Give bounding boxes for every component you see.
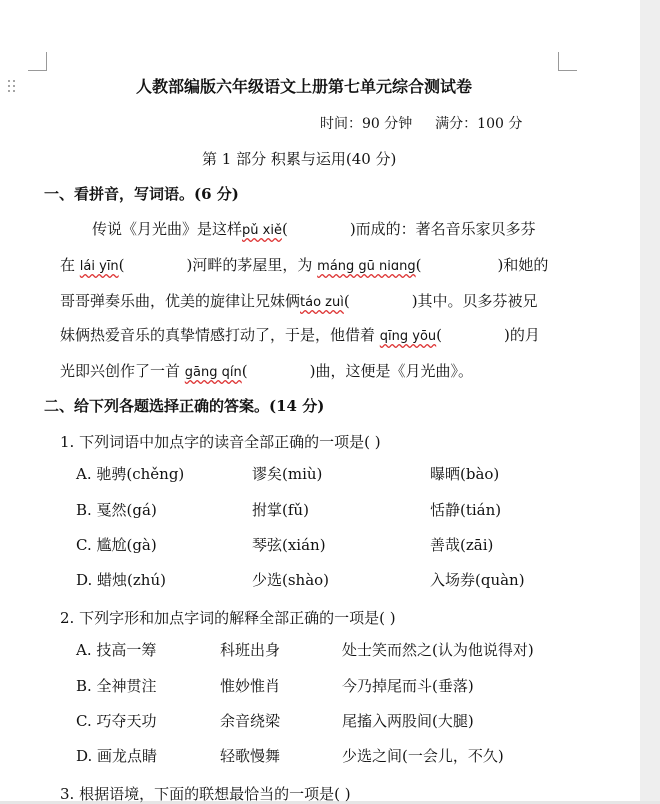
text: )和她的	[497, 256, 549, 274]
text: 在	[60, 256, 76, 274]
q1-option-d1[interactable]: D. 蜡烛(zhú)	[76, 571, 166, 589]
text: (	[118, 256, 125, 274]
q2-option-b2: 惟妙惟肖	[220, 677, 281, 695]
text: (	[436, 326, 443, 344]
time-label: 时间：90 分钟	[320, 116, 413, 132]
text: )其中。贝多芬被兄	[411, 292, 538, 310]
section1-heading: 一、看拼音，写词语。(6 分)	[44, 185, 239, 203]
drag-handle-icon[interactable]	[8, 80, 18, 96]
pinyin-line-5	[60, 361, 473, 383]
q2-option-a2: 科班出身	[220, 641, 281, 659]
q1-option-a1[interactable]: A. 驰骋(chěng)	[76, 465, 185, 483]
text: (	[415, 256, 422, 274]
text: )的月	[504, 326, 540, 344]
q2-option-c1[interactable]: C. 巧夺天功	[76, 712, 157, 730]
q1-option-a3: 曝晒(bào)	[430, 465, 500, 483]
pinyin-line-4	[60, 325, 540, 347]
text: 哥哥弹奏乐曲，优美的旋律让兄妹俩	[60, 292, 301, 310]
q1-option-a2: 谬矣(miù)	[252, 465, 323, 483]
text: )河畔的茅屋里，为	[186, 256, 313, 274]
text: )而成的：著名音乐家贝多芬	[349, 220, 536, 238]
text: )曲，这便是《月光曲》。	[309, 362, 473, 380]
text: 妹俩热爱音乐的真挚情感打动了，于是，他借着	[60, 326, 376, 344]
page-corner-mark	[28, 52, 47, 71]
text: (	[281, 220, 288, 238]
question-1: 1. 下列词语中加点字的读音全部正确的一项是( )	[60, 433, 381, 451]
q2-option-d2: 轻歌慢舞	[220, 747, 281, 765]
q2-option-c2: 余音绕梁	[220, 712, 281, 730]
q1-option-b3: 恬静(tián)	[430, 501, 502, 519]
scrollbar-track[interactable]	[640, 0, 660, 801]
q1-option-c3: 善哉(zāi)	[430, 536, 494, 554]
text: (	[241, 362, 248, 380]
q1-option-b1[interactable]: B. 戛然(gá)	[76, 501, 157, 519]
document-title: 人教部编版六年级语文上册第七单元综合测试卷	[136, 77, 473, 96]
pinyin: qīng yōu	[379, 329, 437, 344]
pinyin: gāng qín	[184, 365, 242, 380]
pinyin-line-1	[92, 219, 536, 241]
q1-option-d2: 少选(shào)	[252, 571, 330, 589]
pinyin-line-3	[60, 291, 538, 313]
pinyin: pǔ xiě	[242, 223, 282, 238]
text: 传说《月光曲》是这样	[92, 220, 243, 238]
q1-option-b2: 拊掌(fǔ)	[252, 501, 309, 519]
pinyin: máng gū niɑng	[317, 259, 416, 274]
score-label: 满分：100 分	[435, 116, 523, 132]
q1-option-c1[interactable]: C. 尴尬(gà)	[76, 536, 157, 554]
exam-meta	[320, 114, 522, 134]
question-3: 3. 根据语境，下面的联想最恰当的一项是( )	[60, 785, 351, 803]
q2-option-a1[interactable]: A. 技高一筹	[76, 641, 157, 659]
q2-option-a3: 处士笑而然之(认为他说得对)	[342, 641, 534, 659]
page-corner-mark	[558, 52, 577, 71]
question-2: 2. 下列字形和加点字词的解释全部正确的一项是( )	[60, 609, 396, 627]
q2-option-d1[interactable]: D. 画龙点睛	[76, 747, 158, 765]
text: (	[343, 292, 350, 310]
text: 光即兴创作了一首	[60, 362, 181, 380]
pinyin-line-2	[60, 255, 548, 277]
q2-option-b1[interactable]: B. 全神贯注	[76, 677, 157, 695]
pinyin: lái yīn	[79, 259, 119, 274]
q1-option-c2: 琴弦(xián)	[252, 536, 326, 554]
q2-option-d3: 少选之间(一会儿，不久)	[342, 747, 504, 765]
q1-option-d3: 入场券(quàn)	[430, 571, 525, 589]
section2-heading: 二、给下列各题选择正确的答案。(14 分)	[44, 397, 325, 415]
q2-option-c3: 尾搐入两股间(大腿)	[342, 712, 474, 730]
q2-option-b3: 今乃掉尾而斗(垂落)	[342, 677, 474, 695]
pinyin: táo zuì	[300, 295, 344, 310]
part-heading: 第 1 部分 积累与运用(40 分)	[202, 150, 397, 168]
